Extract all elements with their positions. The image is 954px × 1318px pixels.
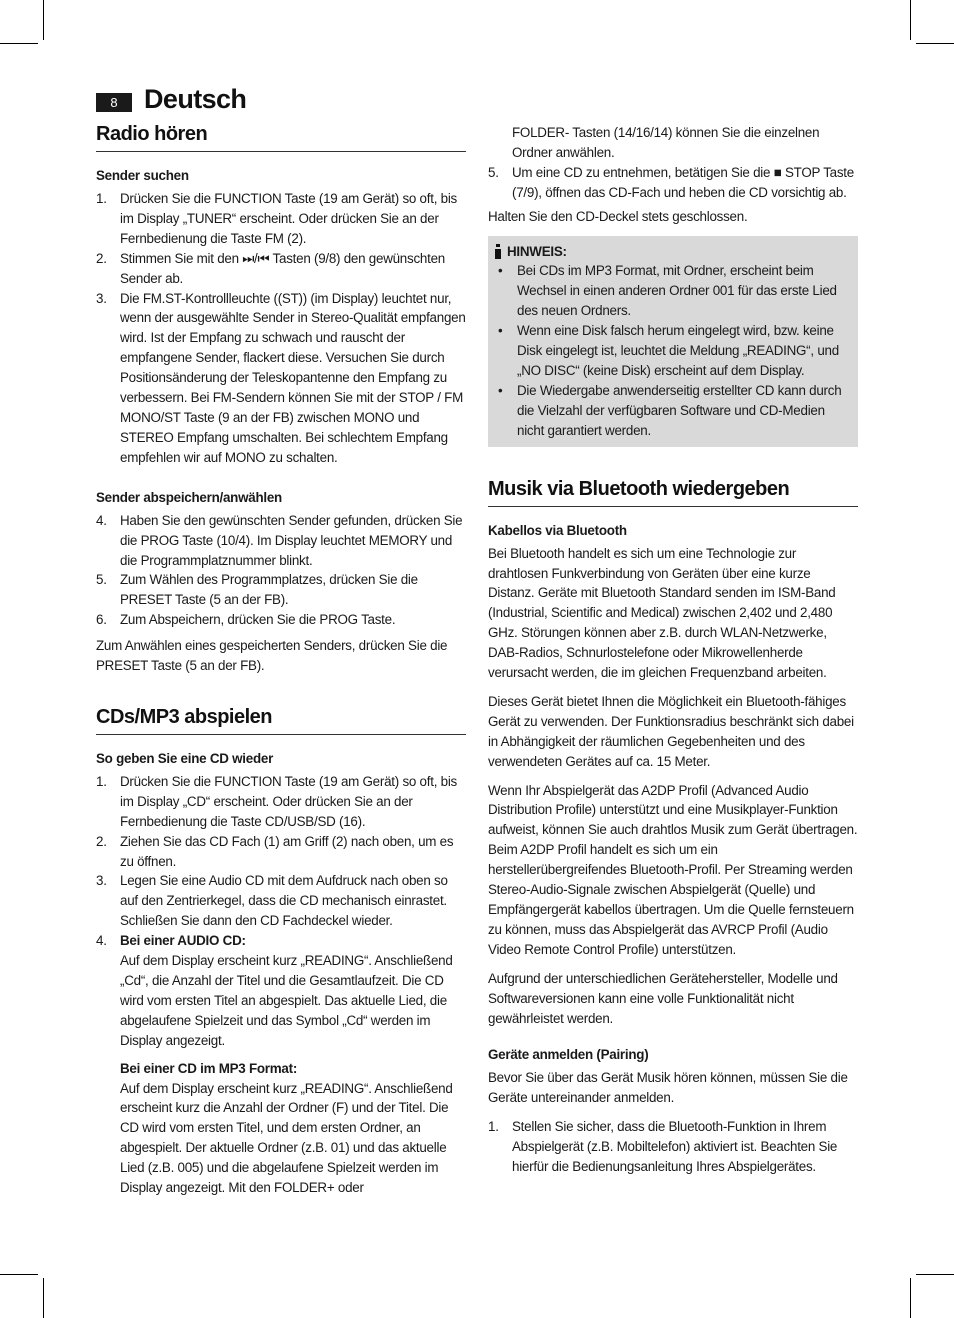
bluetooth-paragraph: Wenn Ihr Abspielgerät das A2DP Profil (Advanced Audio Distribution Profile) unterstützt und eine Musikplayer-Funktion aufweist, können Sie auch drahtlos Musik zum Gerät übertragen. Beim A2DP Profil handelt es sich um ein herstellerübergreifendes Bluetooth-Profil. Per Streaming werden Stereo-Audio-Signale zwischen Abspielgerät (Quelle) und Empfängergerät kabellos übertragen. Um die Quelle fernsteuern zu können, muss das Abspielgerät das AVRCP Profil (Audio Video Remote Control Profile) unterstützen. (488, 782, 858, 957)
list-item: 5. Zum Wählen des Programmplatzes, drücken Sie die PRESET Taste (5 an der FB). (96, 572, 418, 608)
bluetooth-sub-heading: Kabellos via Bluetooth (488, 522, 627, 538)
list-item: 4. Bei einer AUDIO CD: Auf dem Display erscheint kurz „READING“. Anschließend „Cd“, die Anzahl der Titel und die Gesamtlaufzeit. Die CD wird vom ersten Titel an abgespielt. Das aktuelle Lied, die abgelaufene Spielzeit und das Symbol „Cd“ werden im Display angezeigt. Bei einer CD im MP3 Format: Auf dem Display erscheint kurz „READING“. Anschließend erscheint kurz die Anzahl der Ordner (F) und der Titel. Die CD wird vom ersten Titel, und dem ersten Ordner, an abgespielt. Der aktuelle Ordner (z.B. 01) und das aktuelle Lied (z.B. 005) und die abgelaufene Spielzeit werden im Display angezeigt. Mit den FOLDER+ oder (96, 931, 466, 1198)
crop-mark (0, 1274, 38, 1275)
list-item: 4. Haben Sie den gewünschten Sender gefunden, drücken Sie die PROG Taste (10/4). Im Display leuchtet MEMORY und die Programmplatznummer blinkt. (96, 512, 463, 568)
list-item: • Die Wiedergabe anwenderseitig erstellter CD kann durch die Vielzahl der verfügbaren Software und CD-Medien nicht garantiert werden. (494, 381, 848, 441)
preset-note: Zum Anwählen eines gespeicherten Senders, drücken Sie die PRESET Taste (5 an der FB). (96, 638, 448, 674)
bluetooth-paragraph: Dieses Gerät bietet Ihnen die Möglichkeit ein Bluetooth-fähiges Gerät zu verwenden. Der Funktionsradius beschränkt sich dabei in Abhängigkeit der räumlichen Gegebenheiten und des verwendeten Gerätes auf ca. 15 Meter. (488, 693, 854, 769)
radio-heading: Radio hören (96, 120, 466, 152)
sender-suchen-heading: Sender suchen (96, 168, 189, 183)
list-item: 1. Drücken Sie die FUNCTION Taste (19 am Gerät) so oft, bis im Display „TUNER“ erscheint. Oder drücken Sie an der Fernbedienung die Taste FM (2). (96, 191, 457, 246)
cd-sub-heading: So geben Sie eine CD wieder (96, 750, 274, 766)
pairing-heading: Geräte anmelden (Pairing) (488, 1047, 649, 1063)
list-item: 1. Stellen Sie sicher, dass die Bluetooth-Funktion in Ihrem Abspielgerät (z.B. Mobiltelefon) aktiviert ist. Beachten Sie hierfür die Bedienungsanleitung Ihres Abspielgerätes. (488, 1119, 838, 1175)
sender-suchen-list (96, 189, 466, 468)
bluetooth-heading: Musik via Bluetooth wiedergeben (488, 475, 858, 507)
list-item: 3. Legen Sie eine Audio CD mit dem Aufdruck nach oben so auf den Zentrierkegel, dass die CD mechanisch einrastet. Schließen Sie dann den CD Fachdeckel wieder. (96, 873, 448, 929)
bluetooth-paragraph: Bei Bluetooth handelt es sich um eine Technologie zur drahtlosen Funkverbindung von Geräten über eine kurze Distanz. Geräte mit Bluetooth Standard senden im ISM-Band (Industrial, Scientific and Medical) zwischen 2,402 und 2,480 GHz. Störungen können aber z.B. durch WLAN-Netzwerke, DAB-Radios, Schnurlostelefone oder Mikrowellenherde verursacht werden, die im gleichen Frequenzband arbeiten. (488, 545, 836, 681)
cd-list (96, 772, 466, 1198)
sender-speichern-list (96, 511, 466, 630)
list-item: 3. Die FM.ST-Kontrollleuchte ((ST)) (im Display) leuchtet nur, wenn der ausgewählte Sender in Stereo-Qualität empfangen wird. Ist der Empfang zu schwach und rauscht der empfangene Sender, flackert diese. Versuchen Sie durch Positionsänderung der Teleskopantenne den Empfang zu verbessern. Bei FM-Sendern können Sie mit der STOP / FM MONO/ST Taste (9 an der FB) zwischen MONO und STEREO Empfang umschalten. Bei schlechtem Empfang empfehlen wir auf MONO zu schalten. (96, 290, 466, 465)
crop-mark (910, 1278, 911, 1318)
left-column (96, 120, 466, 1204)
bluetooth-paragraph: Aufgrund der unterschiedlichen Gerätehersteller, Modelle und Softwareversionen kann eine volle Funktionalität nicht gewährleistet werden. (488, 970, 838, 1026)
pairing-list (488, 1117, 858, 1177)
crop-mark (910, 0, 911, 40)
cd-closing-note: Halten Sie den CD-Deckel stets geschlossen. (488, 208, 748, 224)
cd-list-continued (488, 163, 858, 203)
audio-cd-subhead: Bei einer AUDIO CD: (120, 933, 246, 949)
crop-mark (916, 43, 954, 44)
list-item: 6. Zum Abspeichern, drücken Sie die PROG Taste. (96, 612, 396, 628)
sender-speichern-heading: Sender abspeichern/anwählen (96, 489, 282, 505)
list-item: 2. Ziehen Sie das CD Fach (1) am Griff (2) nach oben, um es zu öffnen. (96, 833, 454, 869)
list-item: • Wenn eine Disk falsch herum eingelegt wird, bzw. keine Disk eingelegt ist, leuchtet die Meldung „READING“, und „NO DISC“ (keine Disk) erscheint auf dem Display. (494, 321, 848, 381)
crop-mark (916, 1274, 954, 1275)
hint-list (494, 261, 848, 440)
crop-mark (0, 43, 38, 44)
hint-title: HINWEIS: (507, 243, 567, 259)
mp3-continuation: FOLDER- Tasten (14/16/14) können Sie die einzelnen Ordner anwählen. (512, 125, 820, 160)
cd-heading: CDs/MP3 abspielen (96, 703, 466, 735)
crop-mark (43, 1278, 44, 1318)
list-item: 5. Um eine CD zu entnehmen, betätigen Sie die ■ STOP Taste (7/9), öffnen das CD-Fach und heben die CD vorsichtig ab. (488, 164, 854, 200)
mp3-cd-subhead: Bei einer CD im MP3 Format: (120, 1060, 298, 1076)
page-number: 8 (96, 93, 132, 112)
list-item: • Bei CDs im MP3 Format, mit Ordner, erscheint beim Wechsel in einen anderen Ordner 001 für das erste Lied des neuen Ordners. (494, 261, 848, 321)
list-item: 2. Stimmen Sie mit den ⏭/⏮ Tasten (9/8) den gewünschten Sender ab. (96, 250, 445, 286)
list-item: 1. Drücken Sie die FUNCTION Taste (19 am Gerät) so oft, bis im Display „CD“ erscheint. Oder drücken Sie an der Fernbedienung die Taste CD/USB/SD (16). (96, 773, 457, 829)
pairing-intro: Bevor Sie über das Gerät Musik hören können, müssen Sie die Geräte untereinander anmelden. (488, 1070, 848, 1106)
crop-mark (43, 0, 44, 40)
hint-box (488, 236, 858, 447)
page-title: Deutsch (144, 84, 247, 114)
right-column (488, 123, 858, 1183)
info-icon (494, 244, 502, 259)
